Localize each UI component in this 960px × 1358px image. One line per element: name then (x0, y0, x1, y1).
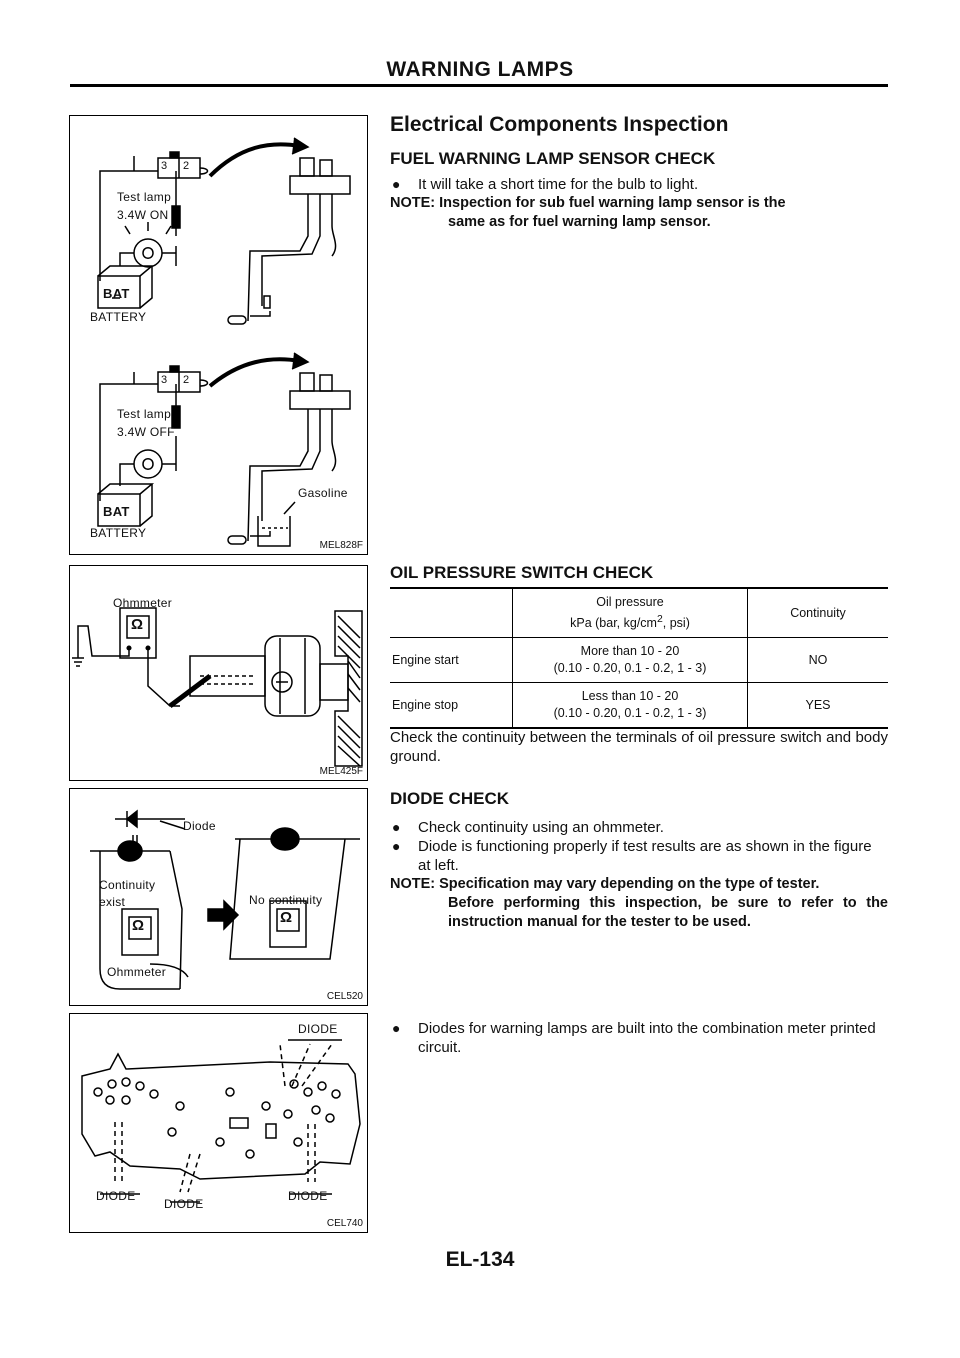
diode-bullet-1 (390, 818, 888, 837)
oil-continuity-text: Check the continuity between the terminals of oil pressure switch and body ground. (390, 729, 888, 765)
diode-heading: DIODE CHECK (390, 789, 510, 808)
fig3-no-continuity-label: No continuity (249, 893, 323, 907)
fig1-top-bat-mark: BAT (103, 286, 130, 301)
row-pressure-line-1: Less than 10 - 20 (581, 689, 679, 703)
fig1-top-lamp-label: Test lamp (117, 190, 172, 204)
fig1-top-connector-3: 3 (161, 160, 168, 172)
fig1-bottom-bat-mark: BAT (103, 504, 130, 519)
fig2-code: MEL425F (319, 766, 363, 777)
header-rule (70, 84, 888, 87)
diode-note-label: NOTE: (390, 876, 436, 892)
row-pressure-line-2: (0.10 - 0.20, 0.1 - 0.2, 1 - 3) (553, 706, 707, 720)
table-header-oil-pressure (513, 588, 748, 638)
fig1-top-connector-2: 2 (183, 160, 190, 172)
section-title: Electrical Components Inspection (390, 113, 729, 136)
fig3-omega-left: Ω (132, 917, 145, 934)
section-combination-meter (390, 1019, 888, 1057)
fig4-code: CEL740 (326, 1218, 363, 1229)
diode-bullet-2 (390, 837, 888, 875)
fig1-top-state-label: 3.4W ON (117, 208, 169, 222)
table-header-blank (390, 588, 513, 638)
table-row (390, 638, 888, 683)
fig4-diode-label-right: DIODE (288, 1189, 328, 1203)
row-continuity: NO (748, 638, 889, 683)
fuel-note-text-1: Inspection for sub fuel warning lamp sensor is the (439, 195, 786, 211)
fig3-ohmmeter-label: Ohmmeter (107, 965, 167, 979)
oil-pressure-table (390, 587, 888, 729)
oil-pressure-unit-b: , psi) (662, 616, 690, 631)
fig3-code: CEL520 (326, 991, 363, 1002)
section-electrical-inspection (390, 113, 888, 232)
row-pressure-line-1: More than 10 - 20 (580, 644, 680, 658)
oil-pressure-unit-sup: 2 (656, 613, 663, 625)
fig1-bottom-connector-3: 3 (161, 374, 168, 386)
row-pressure (513, 683, 748, 729)
fuel-bullet-text: It will take a short time for the bulb to light. (418, 176, 699, 193)
row-pressure-line-2: (0.10 - 0.20, 0.1 - 0.2, 1 - 3) (553, 661, 707, 675)
table-header-row (390, 588, 888, 638)
fig3-exist-label: exist (99, 895, 126, 909)
fig4-diode-label-center: DIODE (164, 1197, 204, 1211)
figure-combination-meter (69, 1013, 368, 1233)
fig1-bottom-connector-2: 2 (183, 374, 190, 386)
page-number: EL-134 (445, 1248, 515, 1271)
bullet-mark: ● (392, 838, 401, 854)
fig2-omega-symbol: Ω (131, 616, 144, 633)
fig1-code: MEL828F (319, 540, 363, 551)
fuel-sensor-heading: FUEL WARNING LAMP SENSOR CHECK (390, 149, 716, 168)
fig3-diode-label: Diode (183, 819, 216, 833)
bullet-mark: ● (392, 819, 401, 835)
fuel-bullet (390, 175, 888, 194)
bullet-mark: ● (392, 1020, 401, 1036)
row-continuity: YES (748, 683, 889, 729)
fig3-continuity-label: Continuity (99, 878, 156, 892)
table-header-continuity: Continuity (748, 588, 889, 638)
oil-pressure-unit-a: kPa (bar, kg/cm (570, 616, 657, 631)
figure-fuel-sensor (69, 115, 368, 555)
fuel-note-text-2: same as for fuel warning lamp sensor. (448, 214, 711, 230)
diode-bullet-1-text: Check continuity using an ohmmeter. (418, 819, 664, 836)
fig1-bottom-lamp-label: Test lamp (117, 407, 172, 421)
diode-bullet-2-text: Diode is functioning properly if test results are as shown in the figure at left. (418, 838, 872, 874)
fig3-omega-right: Ω (280, 909, 293, 926)
fig1-top-battery-label: BATTERY (90, 310, 147, 324)
fig1-bottom-battery-label: BATTERY (90, 526, 147, 540)
fig4-diode-label-top: DIODE (298, 1022, 338, 1036)
row-pressure (513, 638, 748, 683)
fuel-note (390, 194, 888, 232)
fuel-note-label: NOTE: (390, 195, 436, 211)
row-label: Engine stop (390, 683, 513, 729)
fig1-bottom-state-label: 3.4W OFF (117, 425, 175, 439)
fig4-diode-label-left: DIODE (96, 1189, 136, 1203)
diode-note-text-1: Specification may vary depending on the type of tester. (439, 876, 820, 892)
section-diode-check (390, 789, 888, 932)
oil-switch-heading: OIL PRESSURE SWITCH CHECK (390, 563, 654, 582)
row-label: Engine start (390, 638, 513, 683)
diode-note (390, 875, 888, 932)
meter-bullet-text: Diodes for warning lamps are built into the combination meter printed circuit. (418, 1020, 876, 1056)
diode-note-text-2: Before performing this inspection, be sure to refer to the instruction manual for the tester to be used. (448, 895, 888, 930)
bullet-mark: ● (392, 176, 401, 192)
figure-oil-pressure-switch (69, 565, 368, 781)
fig2-ohmmeter-label: Ohmmeter (113, 596, 173, 610)
oil-pressure-label: Oil pressure (596, 594, 664, 609)
page-header-title: WARNING LAMPS (386, 58, 574, 81)
fig1-gasoline-label: Gasoline (298, 486, 348, 500)
figure-diode-check (69, 788, 368, 1006)
meter-bullet (390, 1019, 888, 1057)
table-row (390, 683, 888, 729)
